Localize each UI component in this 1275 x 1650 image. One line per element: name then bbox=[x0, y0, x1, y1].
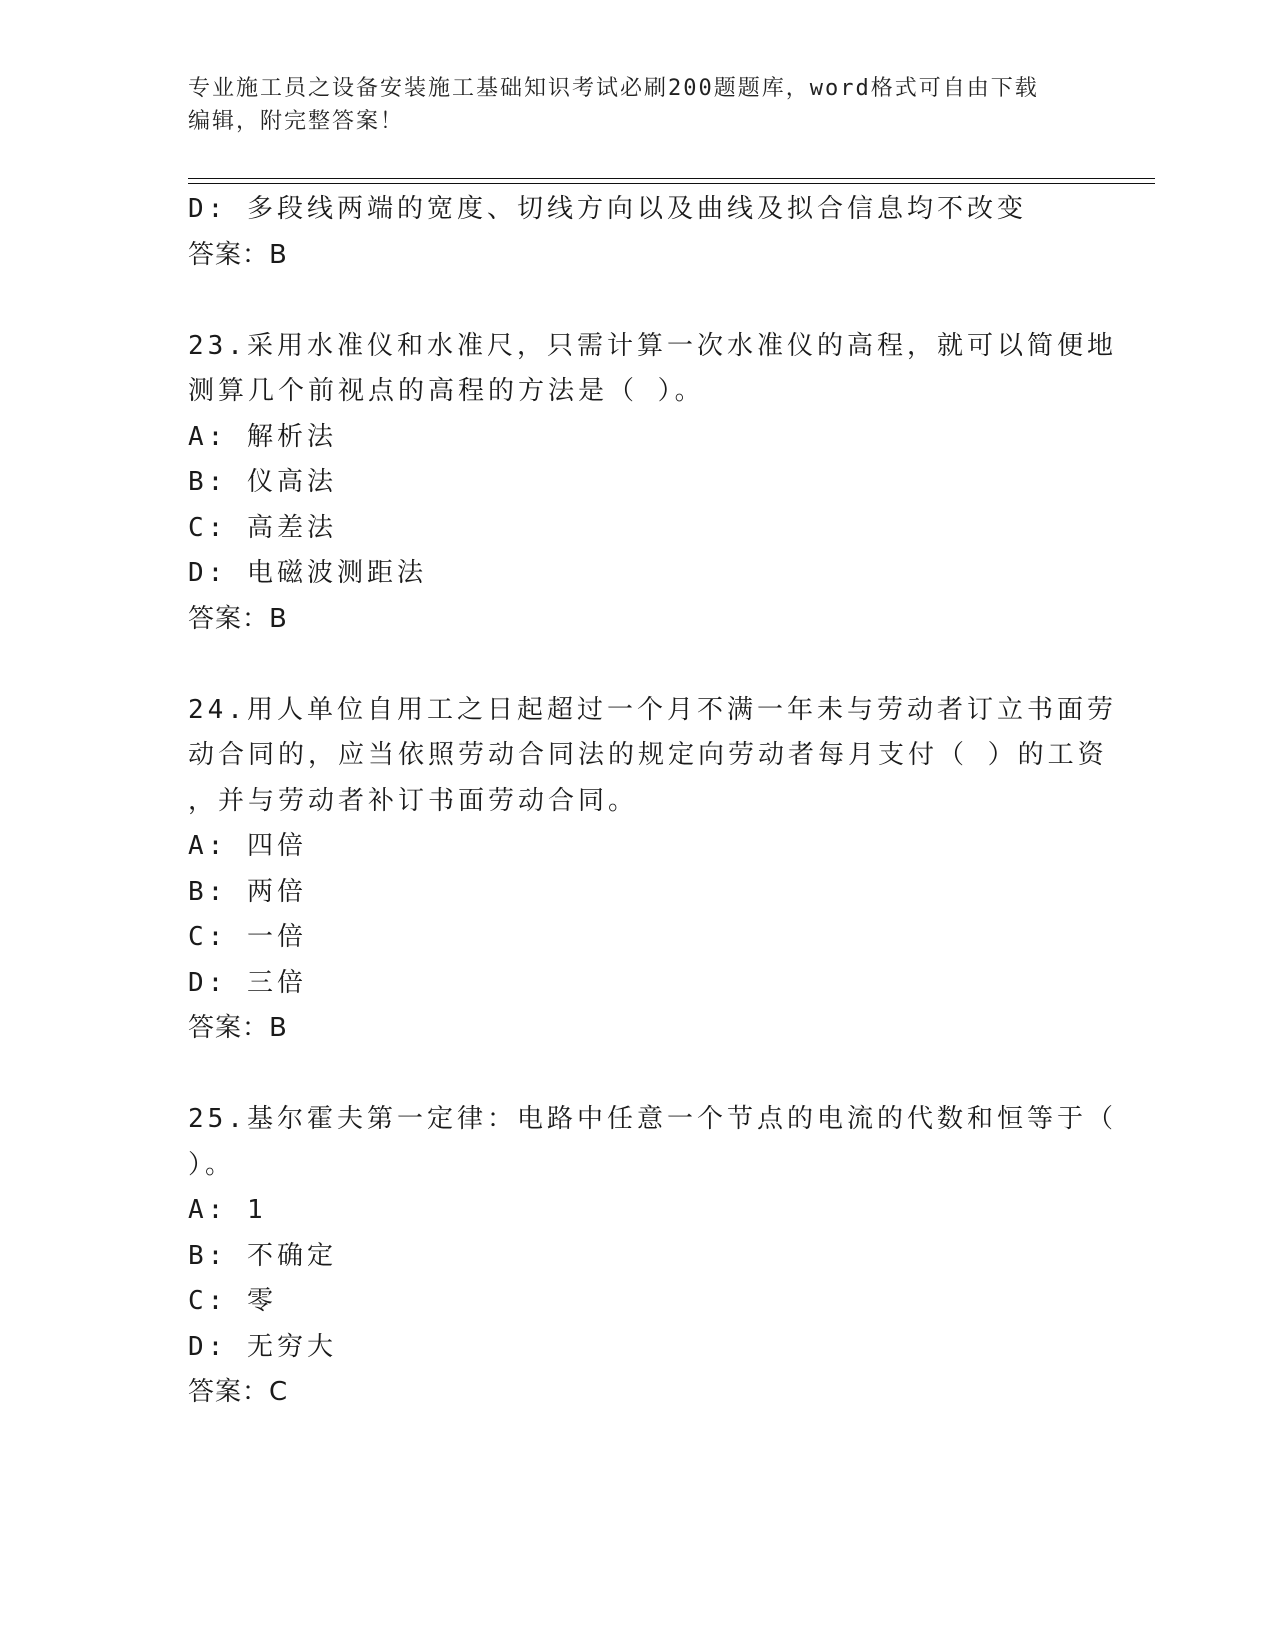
question-stem-line: 动合同的，应当依照劳动合同法的规定向劳动者每月支付（ ）的工资 bbox=[188, 740, 1108, 770]
option-a: A: 四倍 bbox=[188, 831, 307, 861]
option-b: B: 两倍 bbox=[188, 876, 307, 907]
question-stem-line: 24.用人单位自用工之日起超过一个月不满一年未与劳动者订立书面劳 bbox=[188, 694, 1117, 725]
question-24 bbox=[188, 688, 1117, 1052]
answer-line: 答案：C bbox=[188, 1377, 289, 1407]
question-stem-line: 23.采用水准仪和水准尺，只需计算一次水准仪的高程，就可以简便地 bbox=[188, 330, 1117, 361]
option-d: D: 三倍 bbox=[188, 967, 307, 998]
option-b: B: 不确定 bbox=[188, 1240, 337, 1271]
answer-line: 答案：B bbox=[188, 239, 288, 270]
question-stem-line: ，并与劳动者补订书面劳动合同。 bbox=[188, 785, 639, 816]
option-a: A: 1 bbox=[188, 1195, 267, 1225]
option-c: C: 零 bbox=[188, 1286, 277, 1316]
answer-line: 答案：B bbox=[188, 1013, 288, 1043]
question-25 bbox=[188, 1097, 1117, 1416]
option-a: A: 解析法 bbox=[188, 421, 337, 452]
page-header bbox=[188, 72, 1068, 138]
header-divider-top bbox=[188, 178, 1155, 179]
spacer bbox=[188, 278, 1088, 324]
question-23 bbox=[188, 324, 1117, 643]
carryover-question bbox=[188, 187, 1088, 278]
option-d: D: 无穷大 bbox=[188, 1331, 337, 1362]
question-stem-line: ）。 bbox=[188, 1149, 236, 1180]
option-b: B: 仪高法 bbox=[188, 467, 337, 497]
spacer bbox=[188, 642, 1088, 688]
header-divider-bottom bbox=[188, 183, 1155, 184]
option-c: C: 高差法 bbox=[188, 512, 337, 543]
spacer bbox=[188, 1052, 1088, 1098]
header-title-line-1: 专业施工员之设备安装施工基础知识考试必刷200题题库，word格式可自由下载 bbox=[188, 76, 1039, 101]
answer-line: 答案：B bbox=[188, 603, 288, 634]
question-stem-line: 测算几个前视点的高程的方法是（ ）。 bbox=[188, 376, 705, 406]
header-title-line-2: 编辑，附完整答案！ bbox=[188, 109, 405, 134]
document-body bbox=[188, 187, 1117, 1416]
option-d: D: 电磁波测距法 bbox=[188, 558, 427, 588]
question-stem-line: 25.基尔霍夫第一定律：电路中任意一个节点的电流的代数和恒等于（ bbox=[188, 1104, 1117, 1134]
option-c: C: 一倍 bbox=[188, 922, 307, 952]
option-d: D: 多段线两端的宽度、切线方向以及曲线及拟合信息均不改变 bbox=[188, 194, 1027, 224]
